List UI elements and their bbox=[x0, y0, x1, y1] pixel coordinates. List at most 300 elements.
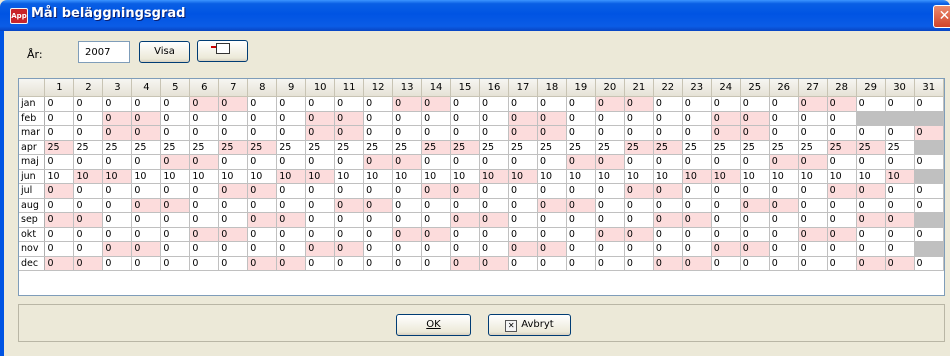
day-cell[interactable]: 0 bbox=[219, 155, 248, 170]
day-cell[interactable]: 0 bbox=[306, 256, 335, 271]
day-cell[interactable]: 0 bbox=[219, 97, 248, 112]
day-cell[interactable]: 0 bbox=[364, 256, 393, 271]
year-input[interactable]: 2007 bbox=[78, 41, 130, 63]
day-cell[interactable]: 25 bbox=[335, 140, 364, 155]
day-cell[interactable]: 0 bbox=[393, 126, 422, 141]
day-cell[interactable]: 0 bbox=[566, 256, 595, 271]
day-cell[interactable]: 0 bbox=[422, 198, 451, 213]
day-cell[interactable]: 0 bbox=[306, 242, 335, 257]
day-cell[interactable]: 0 bbox=[277, 213, 306, 228]
day-cell[interactable]: 0 bbox=[769, 242, 798, 257]
day-cell[interactable]: 0 bbox=[335, 111, 364, 126]
day-cell[interactable]: 25 bbox=[885, 140, 914, 155]
day-cell[interactable]: 25 bbox=[422, 140, 451, 155]
day-cell[interactable]: 0 bbox=[335, 155, 364, 170]
day-cell[interactable]: 0 bbox=[45, 97, 74, 112]
day-cell[interactable]: 0 bbox=[856, 213, 885, 228]
day-cell[interactable]: 0 bbox=[682, 155, 711, 170]
day-cell[interactable]: 0 bbox=[74, 242, 103, 257]
day-cell[interactable]: 25 bbox=[103, 140, 132, 155]
day-cell[interactable]: 0 bbox=[132, 242, 161, 257]
day-cell[interactable]: 0 bbox=[740, 198, 769, 213]
day-cell[interactable]: 0 bbox=[393, 97, 422, 112]
day-cell[interactable]: 0 bbox=[856, 198, 885, 213]
day-cell[interactable]: 0 bbox=[393, 242, 422, 257]
day-cell[interactable]: 0 bbox=[364, 126, 393, 141]
day-cell[interactable]: 0 bbox=[306, 111, 335, 126]
day-cell[interactable]: 0 bbox=[451, 111, 480, 126]
day-cell[interactable]: 0 bbox=[422, 184, 451, 199]
day-cell[interactable]: 0 bbox=[480, 111, 509, 126]
day-cell[interactable]: 0 bbox=[45, 155, 74, 170]
day-cell[interactable]: 0 bbox=[885, 97, 914, 112]
day-cell[interactable]: 25 bbox=[219, 140, 248, 155]
day-cell[interactable]: 0 bbox=[277, 242, 306, 257]
day-cell[interactable]: 25 bbox=[277, 140, 306, 155]
day-cell[interactable]: 25 bbox=[769, 140, 798, 155]
day-cell[interactable]: 0 bbox=[335, 242, 364, 257]
day-cell[interactable]: 0 bbox=[45, 227, 74, 242]
day-cell[interactable]: 0 bbox=[914, 184, 943, 199]
day-cell[interactable]: 0 bbox=[364, 198, 393, 213]
day-cell[interactable]: 0 bbox=[885, 242, 914, 257]
day-cell[interactable]: 0 bbox=[885, 213, 914, 228]
day-cell[interactable]: 0 bbox=[364, 213, 393, 228]
day-cell[interactable]: 0 bbox=[132, 155, 161, 170]
day-cell[interactable]: 0 bbox=[451, 198, 480, 213]
day-cell[interactable]: 25 bbox=[537, 140, 566, 155]
day-cell[interactable]: 0 bbox=[595, 184, 624, 199]
day-cell[interactable]: 0 bbox=[306, 126, 335, 141]
day-cell[interactable]: 0 bbox=[277, 111, 306, 126]
day-cell[interactable]: 0 bbox=[740, 111, 769, 126]
day-cell[interactable]: 25 bbox=[798, 140, 827, 155]
day-cell[interactable]: 25 bbox=[653, 140, 682, 155]
day-cell[interactable]: 0 bbox=[422, 126, 451, 141]
day-cell[interactable]: 25 bbox=[595, 140, 624, 155]
day-cell[interactable]: 0 bbox=[798, 213, 827, 228]
day-cell[interactable]: 0 bbox=[161, 184, 190, 199]
day-cell[interactable]: 10 bbox=[856, 169, 885, 184]
day-cell[interactable]: 0 bbox=[103, 155, 132, 170]
day-cell[interactable]: 0 bbox=[537, 111, 566, 126]
day-cell[interactable]: 0 bbox=[248, 198, 277, 213]
day-cell[interactable]: 0 bbox=[624, 155, 653, 170]
day-cell[interactable]: 0 bbox=[422, 256, 451, 271]
day-cell[interactable]: 0 bbox=[914, 198, 943, 213]
day-cell[interactable]: 0 bbox=[740, 227, 769, 242]
day-cell[interactable]: 0 bbox=[219, 213, 248, 228]
day-cell[interactable]: 10 bbox=[682, 169, 711, 184]
day-cell[interactable]: 0 bbox=[711, 213, 740, 228]
day-cell[interactable]: 10 bbox=[277, 169, 306, 184]
day-cell[interactable]: 0 bbox=[248, 256, 277, 271]
day-cell[interactable]: 10 bbox=[769, 169, 798, 184]
day-cell[interactable]: 10 bbox=[74, 169, 103, 184]
day-cell[interactable]: 0 bbox=[769, 184, 798, 199]
day-cell[interactable]: 10 bbox=[480, 169, 509, 184]
day-cell[interactable]: 0 bbox=[914, 126, 943, 141]
day-cell[interactable]: 0 bbox=[74, 213, 103, 228]
day-cell[interactable]: 0 bbox=[595, 97, 624, 112]
day-cell[interactable]: 0 bbox=[653, 213, 682, 228]
day-cell[interactable]: 0 bbox=[537, 184, 566, 199]
day-cell[interactable]: 0 bbox=[537, 198, 566, 213]
day-cell[interactable]: 0 bbox=[769, 97, 798, 112]
day-cell[interactable]: 0 bbox=[682, 256, 711, 271]
day-cell[interactable]: 0 bbox=[566, 155, 595, 170]
day-cell[interactable]: 0 bbox=[161, 198, 190, 213]
day-cell[interactable]: 0 bbox=[508, 213, 537, 228]
day-cell[interactable]: 0 bbox=[624, 198, 653, 213]
day-cell[interactable]: 10 bbox=[422, 169, 451, 184]
day-cell[interactable]: 25 bbox=[682, 140, 711, 155]
day-cell[interactable]: 0 bbox=[740, 213, 769, 228]
day-cell[interactable]: 0 bbox=[132, 227, 161, 242]
day-cell[interactable]: 0 bbox=[508, 242, 537, 257]
day-cell[interactable]: 0 bbox=[161, 227, 190, 242]
day-cell[interactable]: 0 bbox=[74, 184, 103, 199]
day-cell[interactable]: 0 bbox=[190, 111, 219, 126]
day-cell[interactable]: 0 bbox=[190, 242, 219, 257]
day-cell[interactable]: 25 bbox=[711, 140, 740, 155]
day-cell[interactable]: 0 bbox=[566, 227, 595, 242]
day-cell[interactable]: 0 bbox=[45, 184, 74, 199]
day-cell[interactable]: 0 bbox=[393, 155, 422, 170]
day-cell[interactable]: 0 bbox=[364, 155, 393, 170]
day-cell[interactable]: 0 bbox=[827, 227, 856, 242]
day-cell[interactable]: 0 bbox=[653, 155, 682, 170]
day-cell[interactable]: 0 bbox=[306, 97, 335, 112]
day-cell[interactable]: 10 bbox=[393, 169, 422, 184]
day-cell[interactable]: 0 bbox=[393, 111, 422, 126]
day-cell[interactable]: 0 bbox=[682, 184, 711, 199]
day-cell[interactable]: 0 bbox=[624, 256, 653, 271]
day-cell[interactable]: 10 bbox=[364, 169, 393, 184]
day-cell[interactable]: 0 bbox=[914, 97, 943, 112]
day-cell[interactable]: 0 bbox=[827, 213, 856, 228]
day-cell[interactable]: 0 bbox=[480, 126, 509, 141]
day-cell[interactable]: 0 bbox=[161, 126, 190, 141]
day-cell[interactable]: 0 bbox=[451, 227, 480, 242]
day-cell[interactable]: 0 bbox=[885, 227, 914, 242]
day-cell[interactable]: 0 bbox=[132, 97, 161, 112]
day-cell[interactable]: 0 bbox=[219, 198, 248, 213]
day-cell[interactable]: 0 bbox=[740, 97, 769, 112]
day-cell[interactable]: 25 bbox=[856, 140, 885, 155]
day-cell[interactable]: 0 bbox=[161, 97, 190, 112]
day-cell[interactable]: 10 bbox=[190, 169, 219, 184]
day-cell[interactable]: 0 bbox=[422, 155, 451, 170]
day-cell[interactable]: 0 bbox=[711, 242, 740, 257]
day-cell[interactable]: 0 bbox=[422, 227, 451, 242]
day-cell[interactable]: 0 bbox=[219, 256, 248, 271]
day-cell[interactable]: 0 bbox=[682, 97, 711, 112]
day-cell[interactable]: 0 bbox=[132, 213, 161, 228]
day-cell[interactable]: 0 bbox=[595, 213, 624, 228]
day-cell[interactable]: 10 bbox=[219, 169, 248, 184]
day-cell[interactable]: 0 bbox=[422, 111, 451, 126]
day-cell[interactable]: 0 bbox=[566, 184, 595, 199]
day-cell[interactable]: 0 bbox=[653, 126, 682, 141]
day-cell[interactable]: 10 bbox=[740, 169, 769, 184]
day-cell[interactable]: 0 bbox=[103, 184, 132, 199]
day-cell[interactable]: 0 bbox=[480, 256, 509, 271]
day-cell[interactable]: 0 bbox=[508, 184, 537, 199]
day-cell[interactable]: 0 bbox=[624, 227, 653, 242]
day-cell[interactable]: 0 bbox=[653, 256, 682, 271]
day-cell[interactable]: 0 bbox=[74, 126, 103, 141]
visa-button[interactable]: Visa bbox=[139, 41, 190, 63]
day-cell[interactable]: 0 bbox=[335, 213, 364, 228]
day-cell[interactable]: 0 bbox=[711, 97, 740, 112]
day-cell[interactable]: 0 bbox=[480, 242, 509, 257]
day-cell[interactable]: 0 bbox=[769, 111, 798, 126]
day-cell[interactable]: 0 bbox=[277, 184, 306, 199]
day-cell[interactable]: 0 bbox=[190, 213, 219, 228]
day-cell[interactable]: 0 bbox=[74, 198, 103, 213]
day-cell[interactable]: 0 bbox=[711, 227, 740, 242]
day-cell[interactable]: 10 bbox=[161, 169, 190, 184]
day-cell[interactable]: 0 bbox=[798, 155, 827, 170]
cancel-button[interactable] bbox=[488, 314, 571, 336]
day-cell[interactable]: 0 bbox=[508, 126, 537, 141]
day-cell[interactable]: 0 bbox=[624, 111, 653, 126]
day-cell[interactable]: 0 bbox=[856, 242, 885, 257]
day-cell[interactable]: 0 bbox=[161, 213, 190, 228]
day-cell[interactable]: 0 bbox=[103, 213, 132, 228]
day-cell[interactable]: 25 bbox=[508, 140, 537, 155]
day-cell[interactable]: 0 bbox=[856, 126, 885, 141]
day-cell[interactable]: 0 bbox=[566, 198, 595, 213]
day-cell[interactable]: 0 bbox=[740, 256, 769, 271]
day-cell[interactable]: 0 bbox=[132, 111, 161, 126]
day-cell[interactable]: 0 bbox=[566, 213, 595, 228]
day-cell[interactable]: 0 bbox=[769, 213, 798, 228]
day-cell[interactable]: 0 bbox=[798, 198, 827, 213]
day-cell[interactable]: 0 bbox=[856, 227, 885, 242]
day-cell[interactable]: 0 bbox=[856, 184, 885, 199]
close-button[interactable]: ✕ bbox=[933, 5, 950, 28]
day-cell[interactable]: 0 bbox=[740, 184, 769, 199]
day-cell[interactable]: 0 bbox=[769, 256, 798, 271]
day-cell[interactable]: 0 bbox=[653, 111, 682, 126]
day-cell[interactable]: 0 bbox=[45, 213, 74, 228]
day-cell[interactable]: 0 bbox=[277, 126, 306, 141]
day-cell[interactable]: 0 bbox=[451, 184, 480, 199]
day-cell[interactable]: 0 bbox=[393, 198, 422, 213]
day-cell[interactable]: 0 bbox=[335, 184, 364, 199]
day-cell[interactable]: 0 bbox=[537, 155, 566, 170]
day-cell[interactable]: 0 bbox=[364, 184, 393, 199]
day-cell[interactable]: 0 bbox=[624, 126, 653, 141]
day-cell[interactable]: 0 bbox=[277, 97, 306, 112]
day-cell[interactable]: 0 bbox=[190, 97, 219, 112]
day-cell[interactable]: 25 bbox=[306, 140, 335, 155]
day-cell[interactable]: 0 bbox=[45, 126, 74, 141]
day-cell[interactable]: 25 bbox=[364, 140, 393, 155]
day-cell[interactable]: 25 bbox=[480, 140, 509, 155]
day-cell[interactable]: 0 bbox=[624, 184, 653, 199]
day-cell[interactable]: 0 bbox=[306, 213, 335, 228]
day-cell[interactable]: 0 bbox=[335, 126, 364, 141]
day-cell[interactable]: 0 bbox=[885, 198, 914, 213]
day-cell[interactable]: 0 bbox=[103, 97, 132, 112]
day-cell[interactable]: 25 bbox=[161, 140, 190, 155]
day-cell[interactable]: 0 bbox=[798, 111, 827, 126]
day-cell[interactable]: 0 bbox=[827, 256, 856, 271]
day-cell[interactable]: 0 bbox=[480, 213, 509, 228]
day-cell[interactable]: 0 bbox=[827, 111, 856, 126]
title-bar[interactable] bbox=[0, 0, 950, 31]
day-cell[interactable]: 0 bbox=[132, 256, 161, 271]
day-cell[interactable]: 0 bbox=[451, 256, 480, 271]
day-cell[interactable]: 0 bbox=[798, 256, 827, 271]
day-cell[interactable]: 0 bbox=[653, 242, 682, 257]
day-cell[interactable]: 25 bbox=[393, 140, 422, 155]
day-cell[interactable]: 0 bbox=[480, 155, 509, 170]
day-cell[interactable]: 0 bbox=[248, 242, 277, 257]
day-cell[interactable]: 10 bbox=[595, 169, 624, 184]
day-cell[interactable]: 0 bbox=[451, 242, 480, 257]
day-cell[interactable]: 0 bbox=[219, 126, 248, 141]
day-cell[interactable]: 0 bbox=[798, 97, 827, 112]
day-cell[interactable]: 0 bbox=[103, 126, 132, 141]
day-cell[interactable]: 0 bbox=[624, 97, 653, 112]
day-cell[interactable]: 0 bbox=[914, 227, 943, 242]
day-cell[interactable]: 0 bbox=[306, 227, 335, 242]
day-cell[interactable]: 0 bbox=[653, 97, 682, 112]
day-cell[interactable]: 0 bbox=[595, 155, 624, 170]
day-cell[interactable]: 0 bbox=[653, 198, 682, 213]
day-cell[interactable]: 0 bbox=[769, 198, 798, 213]
day-cell[interactable]: 10 bbox=[45, 169, 74, 184]
day-cell[interactable]: 25 bbox=[740, 140, 769, 155]
day-cell[interactable]: 0 bbox=[480, 97, 509, 112]
day-cell[interactable]: 0 bbox=[451, 213, 480, 228]
day-cell[interactable]: 0 bbox=[914, 256, 943, 271]
day-cell[interactable]: 25 bbox=[132, 140, 161, 155]
day-cell[interactable]: 0 bbox=[74, 227, 103, 242]
day-cell[interactable]: 0 bbox=[595, 198, 624, 213]
day-cell[interactable]: 0 bbox=[219, 242, 248, 257]
day-cell[interactable]: 0 bbox=[45, 198, 74, 213]
day-cell[interactable]: 0 bbox=[277, 198, 306, 213]
day-cell[interactable]: 0 bbox=[566, 242, 595, 257]
day-cell[interactable]: 0 bbox=[537, 126, 566, 141]
day-cell[interactable]: 0 bbox=[827, 126, 856, 141]
day-cell[interactable]: 0 bbox=[103, 242, 132, 257]
day-cell[interactable]: 0 bbox=[161, 111, 190, 126]
day-cell[interactable]: 0 bbox=[422, 242, 451, 257]
day-cell[interactable]: 0 bbox=[161, 155, 190, 170]
day-cell[interactable]: 0 bbox=[393, 184, 422, 199]
day-cell[interactable]: 25 bbox=[74, 140, 103, 155]
day-cell[interactable]: 0 bbox=[856, 155, 885, 170]
day-cell[interactable]: 10 bbox=[103, 169, 132, 184]
day-cell[interactable]: 0 bbox=[595, 242, 624, 257]
day-cell[interactable]: 0 bbox=[248, 126, 277, 141]
day-cell[interactable]: 0 bbox=[856, 97, 885, 112]
day-cell[interactable]: 0 bbox=[595, 256, 624, 271]
day-cell[interactable]: 0 bbox=[190, 198, 219, 213]
day-cell[interactable]: 0 bbox=[711, 184, 740, 199]
day-cell[interactable]: 10 bbox=[537, 169, 566, 184]
day-cell[interactable]: 0 bbox=[74, 256, 103, 271]
day-cell[interactable]: 0 bbox=[769, 155, 798, 170]
day-cell[interactable]: 0 bbox=[769, 126, 798, 141]
day-cell[interactable]: 0 bbox=[740, 155, 769, 170]
day-cell[interactable]: 0 bbox=[711, 126, 740, 141]
day-cell[interactable]: 0 bbox=[856, 256, 885, 271]
day-cell[interactable]: 0 bbox=[74, 111, 103, 126]
day-cell[interactable]: 0 bbox=[219, 227, 248, 242]
day-cell[interactable]: 0 bbox=[798, 126, 827, 141]
day-cell[interactable]: 0 bbox=[103, 111, 132, 126]
day-cell[interactable]: 25 bbox=[566, 140, 595, 155]
day-cell[interactable]: 0 bbox=[885, 184, 914, 199]
day-cell[interactable]: 0 bbox=[74, 155, 103, 170]
day-cell[interactable]: 0 bbox=[682, 213, 711, 228]
day-cell[interactable]: 0 bbox=[219, 111, 248, 126]
day-cell[interactable]: 0 bbox=[335, 198, 364, 213]
day-cell[interactable]: 0 bbox=[364, 227, 393, 242]
day-cell[interactable]: 0 bbox=[682, 198, 711, 213]
day-cell[interactable]: 0 bbox=[190, 256, 219, 271]
day-cell[interactable]: 0 bbox=[248, 227, 277, 242]
day-cell[interactable]: 10 bbox=[885, 169, 914, 184]
day-cell[interactable]: 0 bbox=[914, 155, 943, 170]
day-cell[interactable]: 0 bbox=[74, 97, 103, 112]
day-cell[interactable]: 0 bbox=[451, 155, 480, 170]
day-cell[interactable]: 0 bbox=[798, 242, 827, 257]
day-cell[interactable]: 0 bbox=[190, 184, 219, 199]
day-cell[interactable]: 0 bbox=[566, 111, 595, 126]
day-cell[interactable]: 0 bbox=[306, 155, 335, 170]
day-cell[interactable]: 25 bbox=[45, 140, 74, 155]
day-cell[interactable]: 10 bbox=[566, 169, 595, 184]
day-cell[interactable]: 0 bbox=[682, 111, 711, 126]
day-cell[interactable]: 0 bbox=[798, 227, 827, 242]
day-cell[interactable]: 0 bbox=[364, 97, 393, 112]
day-cell[interactable]: 0 bbox=[132, 184, 161, 199]
day-cell[interactable]: 0 bbox=[248, 111, 277, 126]
day-cell[interactable]: 0 bbox=[827, 97, 856, 112]
day-cell[interactable]: 10 bbox=[248, 169, 277, 184]
day-cell[interactable]: 0 bbox=[364, 111, 393, 126]
day-cell[interactable]: 25 bbox=[248, 140, 277, 155]
day-cell[interactable]: 0 bbox=[885, 256, 914, 271]
day-cell[interactable]: 0 bbox=[653, 184, 682, 199]
day-cell[interactable]: 10 bbox=[827, 169, 856, 184]
day-cell[interactable]: 10 bbox=[306, 169, 335, 184]
day-cell[interactable]: 0 bbox=[364, 242, 393, 257]
day-cell[interactable]: 0 bbox=[103, 227, 132, 242]
day-cell[interactable]: 0 bbox=[277, 155, 306, 170]
ok-button[interactable] bbox=[396, 314, 471, 336]
day-cell[interactable]: 10 bbox=[132, 169, 161, 184]
day-cell[interactable]: 0 bbox=[451, 126, 480, 141]
day-cell[interactable]: 0 bbox=[306, 198, 335, 213]
day-cell[interactable]: 0 bbox=[132, 198, 161, 213]
day-cell[interactable]: 0 bbox=[451, 97, 480, 112]
day-cell[interactable]: 0 bbox=[595, 111, 624, 126]
day-cell[interactable]: 0 bbox=[103, 198, 132, 213]
day-cell[interactable]: 0 bbox=[45, 256, 74, 271]
day-cell[interactable]: 0 bbox=[595, 227, 624, 242]
day-cell[interactable]: 0 bbox=[277, 256, 306, 271]
day-cell[interactable]: 0 bbox=[190, 126, 219, 141]
